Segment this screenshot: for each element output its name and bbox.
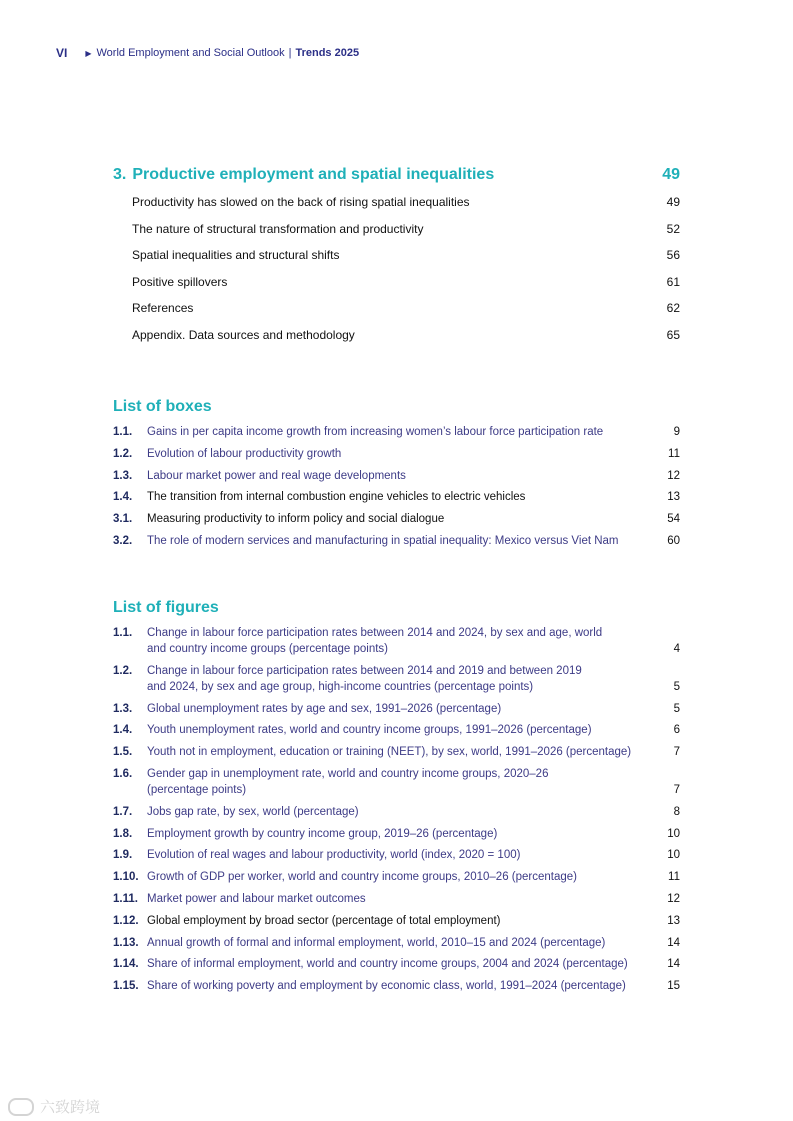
- toc-entry-page: 65: [666, 327, 680, 342]
- triangle-icon: ▶: [85, 48, 92, 58]
- toc-entry-page: 49: [666, 195, 680, 209]
- figure-title-line: Annual growth of formal and informal employment, world, 2010–15 and 2024 (percentage): [147, 936, 606, 949]
- toc-entry-page: 62: [666, 301, 680, 316]
- box-title: Evolution of labour productivity growth: [147, 447, 342, 460]
- figure-entry[interactable]: [113, 722, 680, 738]
- figure-number: 1.14.: [113, 958, 139, 971]
- figure-number: 1.6.: [113, 767, 133, 780]
- figure-page: 10: [667, 827, 680, 840]
- figure-entry[interactable]: [113, 869, 680, 885]
- figure-title: [147, 978, 650, 994]
- box-entry[interactable]: [113, 533, 680, 549]
- figure-number: 1.4.: [113, 724, 133, 737]
- figure-title-line: Youth unemployment rates, world and country income groups, 1991–2026 (percentage): [147, 724, 592, 737]
- figure-title: [147, 913, 650, 929]
- box-number: 1.3.: [113, 469, 133, 482]
- figure-title-line: Growth of GDP per worker, world and country income groups, 2010–26 (percentage): [147, 871, 577, 884]
- figure-title-line: Jobs gap rate, by sex, world (percentage): [147, 805, 359, 818]
- chapter-section: [113, 166, 680, 352]
- box-entry[interactable]: [113, 489, 680, 505]
- toc-entry-label: The nature of structural transformation and productivity: [132, 221, 424, 236]
- box-number: 3.2.: [113, 534, 133, 547]
- figure-entry[interactable]: [113, 663, 680, 695]
- figure-page: 12: [667, 892, 680, 905]
- figure-entry[interactable]: [113, 956, 680, 972]
- figure-entry[interactable]: [113, 701, 680, 717]
- figure-page: 15: [667, 980, 680, 993]
- box-number: 1.4.: [113, 491, 133, 504]
- toc-entry-label: Positive spillovers: [132, 274, 228, 289]
- toc-entry[interactable]: [113, 272, 680, 299]
- box-title: The role of modern services and manufacturing in spatial inequality: Mexico versus Viet Nam: [147, 534, 619, 547]
- header-separator: |: [288, 47, 292, 59]
- figure-entry[interactable]: [113, 766, 680, 798]
- toc-entry[interactable]: [113, 298, 680, 325]
- figure-number: 1.8.: [113, 827, 133, 840]
- box-page: 12: [667, 469, 680, 482]
- figure-entry[interactable]: [113, 744, 680, 760]
- figure-title-line: (percentage points): [147, 783, 247, 796]
- toc-entry[interactable]: [113, 325, 680, 352]
- figure-title-line: Share of informal employment, world and country income groups, 2004 and 2024 (percentage): [147, 958, 628, 971]
- figure-title: [147, 766, 650, 798]
- figure-entry[interactable]: [113, 891, 680, 907]
- figure-entry[interactable]: [113, 847, 680, 863]
- figures-title: List of figures: [113, 599, 219, 616]
- page-number: VI: [56, 46, 68, 60]
- figure-number: 1.2.: [113, 664, 133, 677]
- figure-title: [147, 869, 650, 885]
- box-page: 54: [667, 513, 680, 526]
- chapter-entries: [113, 192, 680, 352]
- figure-page: 11: [668, 871, 680, 884]
- figure-entry[interactable]: [113, 978, 680, 994]
- figure-title-line: Youth not in employment, education or training (NEET), by sex, world, 1991–2026 (percentage): [147, 746, 632, 759]
- watermark-text: 六致跨境: [40, 1099, 101, 1116]
- figure-title: [147, 956, 650, 972]
- toc-entry[interactable]: [113, 245, 680, 272]
- toc-entry-label: Appendix. Data sources and methodology: [132, 327, 355, 342]
- figure-title: [147, 804, 650, 820]
- figure-title: [147, 935, 650, 951]
- box-entry[interactable]: [113, 468, 680, 484]
- figure-title: [147, 744, 650, 760]
- figure-title: [147, 625, 650, 657]
- toc-entry-label: Productivity has slowed on the back of rising spatial inequalities: [132, 195, 470, 209]
- figure-title-line: Global employment by broad sector (percentage of total employment): [147, 914, 501, 927]
- figure-number: 1.3.: [113, 702, 133, 715]
- figure-entry[interactable]: [113, 625, 680, 657]
- figure-page: 5: [673, 680, 680, 693]
- box-entry[interactable]: [113, 446, 680, 462]
- toc-entry-label: References: [132, 301, 194, 316]
- box-page: 13: [667, 491, 680, 504]
- box-number: 1.1.: [113, 426, 133, 438]
- box-entry[interactable]: [113, 424, 680, 440]
- toc-entry-page: 56: [666, 248, 680, 263]
- figure-title-line: Share of working poverty and employment by economic class, world, 1991–2024 (percentage): [147, 980, 626, 993]
- box-page: 9: [673, 426, 680, 438]
- box-title: Measuring productivity to inform policy and social dialogue: [147, 513, 445, 526]
- figure-title-line: and 2024, by sex and age group, high-income countries (percentage points): [147, 680, 534, 693]
- figure-title: [147, 847, 650, 863]
- figure-page: 5: [673, 702, 680, 715]
- figure-number: 1.12.: [113, 914, 139, 927]
- edition-title: Trends 2025: [295, 47, 360, 59]
- figure-title-line: and country income groups (percentage points): [147, 643, 389, 655]
- figure-page: 7: [673, 746, 680, 759]
- box-page: 60: [667, 534, 680, 547]
- watermark: [8, 1096, 100, 1117]
- figure-title-line: Change in labour force participation rates between 2014 and 2024, by sex and age, world: [147, 627, 603, 639]
- figure-page: 6: [673, 724, 680, 737]
- figure-number: 1.13.: [113, 936, 139, 949]
- figure-page: 14: [667, 936, 680, 949]
- box-page: 11: [668, 447, 680, 460]
- running-header: [56, 45, 359, 61]
- toc-entry[interactable]: [113, 219, 680, 246]
- figure-title-line: Change in labour force participation rates between 2014 and 2019 and between 2019: [147, 664, 582, 677]
- chapter-title: Productive employment and spatial inequalities: [132, 166, 495, 183]
- figure-page: 4: [673, 643, 680, 655]
- figure-entry[interactable]: [113, 826, 680, 842]
- box-entry[interactable]: [113, 511, 680, 527]
- chapter-number: 3.: [113, 166, 127, 183]
- figure-entry[interactable]: [113, 935, 680, 951]
- chapter-heading[interactable]: [113, 166, 680, 184]
- figure-page: 8: [673, 805, 680, 818]
- box-title: Gains in per capita income growth from increasing women’s labour force participation rate: [147, 426, 604, 438]
- figure-number: 1.10.: [113, 871, 139, 884]
- boxes-list: [113, 424, 680, 549]
- toc-entry-page: 52: [666, 221, 680, 236]
- figure-title-line: Evolution of real wages and labour productivity, world (index, 2020 = 100): [147, 849, 521, 862]
- figure-title: [147, 826, 650, 842]
- figures-section: [113, 599, 680, 1000]
- figure-title: [147, 701, 650, 717]
- figure-number: 1.7.: [113, 805, 133, 818]
- figures-list: [113, 625, 680, 994]
- figure-number: 1.15.: [113, 980, 139, 993]
- toc-entry-label: Spatial inequalities and structural shifts: [132, 248, 340, 263]
- figure-title-line: Global unemployment rates by age and sex, 1991–2026 (percentage): [147, 702, 502, 715]
- box-title: The transition from internal combustion engine vehicles to electric vehicles: [147, 491, 526, 504]
- toc-entry-page: 61: [666, 274, 680, 289]
- figure-page: 14: [667, 958, 680, 971]
- figure-entry[interactable]: [113, 913, 680, 929]
- boxes-title: List of boxes: [113, 398, 212, 415]
- figure-number: 1.9.: [113, 849, 133, 862]
- figure-title-line: Market power and labour market outcomes: [147, 892, 366, 905]
- box-number: 1.2.: [113, 447, 133, 460]
- figure-title: [147, 722, 650, 738]
- figure-title-line: Gender gap in unemployment rate, world and country income groups, 2020–26: [147, 767, 549, 780]
- figure-entry[interactable]: [113, 804, 680, 820]
- publication-title: World Employment and Social Outlook: [96, 47, 285, 59]
- figure-page: 13: [667, 914, 680, 927]
- figure-number: 1.1.: [113, 627, 133, 639]
- watermark-logo-icon: [8, 1098, 34, 1116]
- toc-entry[interactable]: [113, 192, 680, 219]
- figure-number: 1.11.: [113, 892, 138, 905]
- figure-title: [147, 663, 650, 695]
- boxes-section: [113, 398, 680, 555]
- chapter-page: 49: [662, 166, 680, 183]
- figure-title-line: Employment growth by country income group, 2019–26 (percentage): [147, 827, 498, 840]
- figure-number: 1.5.: [113, 746, 133, 759]
- box-number: 3.1.: [113, 513, 133, 526]
- figure-page: 7: [673, 783, 680, 796]
- figure-title: [147, 891, 650, 907]
- figure-page: 10: [667, 849, 680, 862]
- box-title: Labour market power and real wage developments: [147, 469, 406, 482]
